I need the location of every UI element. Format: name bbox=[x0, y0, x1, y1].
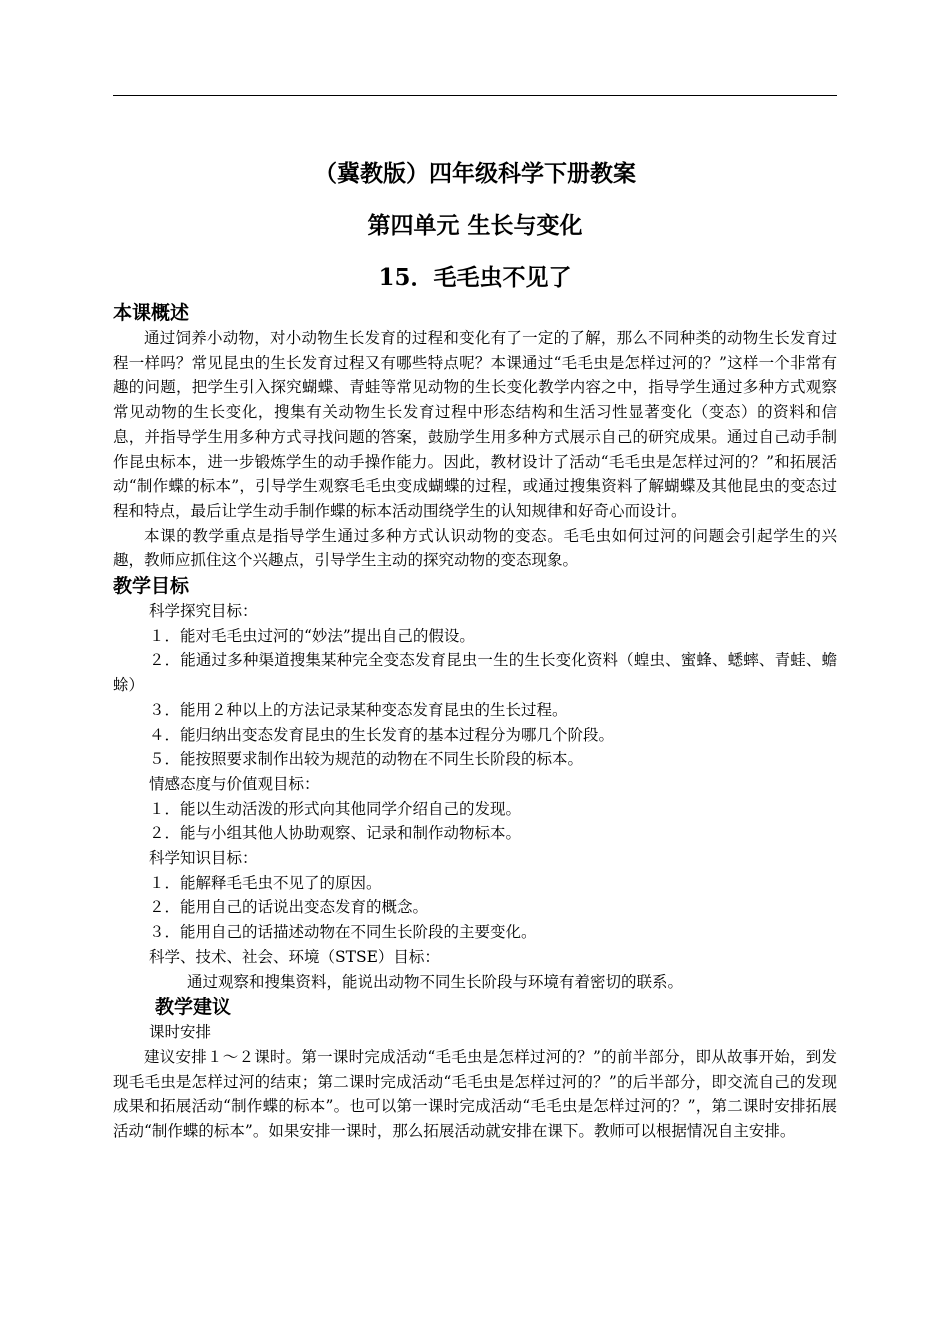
document-title: （冀教版）四年级科学下册教案 bbox=[314, 160, 636, 187]
overview-paragraph: 本课的教学重点是指导学生通过多种方式认识动物的变态。毛毛虫如何过河的问题会引起学生的兴趣，教师应抓住这个兴趣点，引导学生主动的探究动物的变态现象。 bbox=[113, 526, 837, 570]
goal-item: ２．能用自己的话说出变态发育的概念。 bbox=[149, 898, 429, 917]
goals-heading: 教学目标 bbox=[113, 575, 190, 598]
goal-item: ４．能归纳出变态发育昆虫的生长发育的基本过程分为哪几个阶段。 bbox=[149, 725, 615, 744]
attitude-goals-label: 情感态度与价值观目标： bbox=[149, 774, 320, 793]
header-rule bbox=[113, 95, 837, 96]
inquiry-goals-label: 科学探究目标： bbox=[149, 602, 258, 621]
stse-goals-label: 科学、技术、社会、环境（STSE）目标： bbox=[149, 947, 440, 966]
goal-item: １．能对毛毛虫过河的“妙法”提出自己的假设。 bbox=[149, 626, 475, 645]
goal-item: ２．能与小组其他人协助观察、记录和制作动物标本。 bbox=[149, 824, 522, 843]
overview-paragraph: 通过饲养小动物，对小动物生长发育的过程和变化有了一定的了解，那么不同种类的动物生长发育过程一样吗？常见昆虫的生长发育过程又有哪些特点呢？本课通过“毛毛虫是怎样过河的？”这样一个非常有趣的问题，把学生引入探究蝴蝶、青蛙等常见动物的生长变化教学内容之中，指导学生通过多种方式观察常见动物的生长变化，搜集有关动物生长发育过程中形态结构和生活习性显著变化（变态）的资料和信息，并指导学生用多种方式寻找问题的答案，鼓励学生用多种方式展示自己的研究成果。通过自己动手制作昆虫标本，进一步锻炼学生的动手操作能力。因此，教材设计了活动“毛毛虫是怎样过河的？”和拓展活动“制作蝶的标本”，引导学生观察毛毛虫变成蝴蝶的过程，或通过搜集资料了解蝴蝶及其他昆虫的变态过程和特点，最后让学生动手制作蝶的标本活动围绕学生的认知规律和好奇心而设计。 bbox=[113, 329, 837, 520]
overview-heading: 本课概述 bbox=[113, 302, 190, 324]
goal-item: ３．能用２种以上的方法记录某种变态发育昆虫的生长过程。 bbox=[149, 700, 568, 719]
goal-item: １．能解释毛毛虫不见了的原因。 bbox=[149, 873, 382, 892]
schedule-label: 课时安排 bbox=[149, 1023, 212, 1042]
document-body bbox=[113, 300, 837, 1144]
unit-title: 第四单元 生长与变化 bbox=[367, 212, 583, 239]
stse-goal-text: 通过观察和搜集资料，能说出动物不同生长阶段与环境有着密切的联系。 bbox=[187, 972, 684, 991]
knowledge-goals-label: 科学知识目标： bbox=[149, 849, 258, 868]
goal-item: ２．能通过多种渠道搜集某种完全变态发育昆虫一生的生长变化资料（蝗虫、蜜蜂、蟋蟀、青蛙、蟾蜍） bbox=[113, 651, 837, 695]
goal-item: １．能以生动活泼的形式向其他同学介绍自己的发现。 bbox=[149, 799, 522, 818]
lesson-title: 15．毛毛虫不见了 bbox=[378, 264, 572, 291]
suggestions-heading: 教学建议 bbox=[155, 996, 232, 1019]
goal-item: ５．能按照要求制作出较为规范的动物在不同生长阶段的标本。 bbox=[149, 750, 584, 769]
goal-item: ３．能用自己的话描述动物在不同生长阶段的主要变化。 bbox=[149, 923, 537, 942]
schedule-paragraph: 建议安排１～２课时。第一课时完成活动“毛毛虫是怎样过河的？”的前半部分，即从故事开始，到发现毛毛虫是怎样过河的结束；第二课时完成活动“毛毛虫是怎样过河的？”的后半部分，即交流自己的发现成果和拓展活动“制作蝶的标本”。也可以第一课时完成活动“毛毛虫是怎样过河的？”，第二课时安排拓展活动“制作蝶的标本”。如果安排一课时，那么拓展活动就安排在课下。教师可以根据情况自主安排。 bbox=[113, 1047, 837, 1141]
